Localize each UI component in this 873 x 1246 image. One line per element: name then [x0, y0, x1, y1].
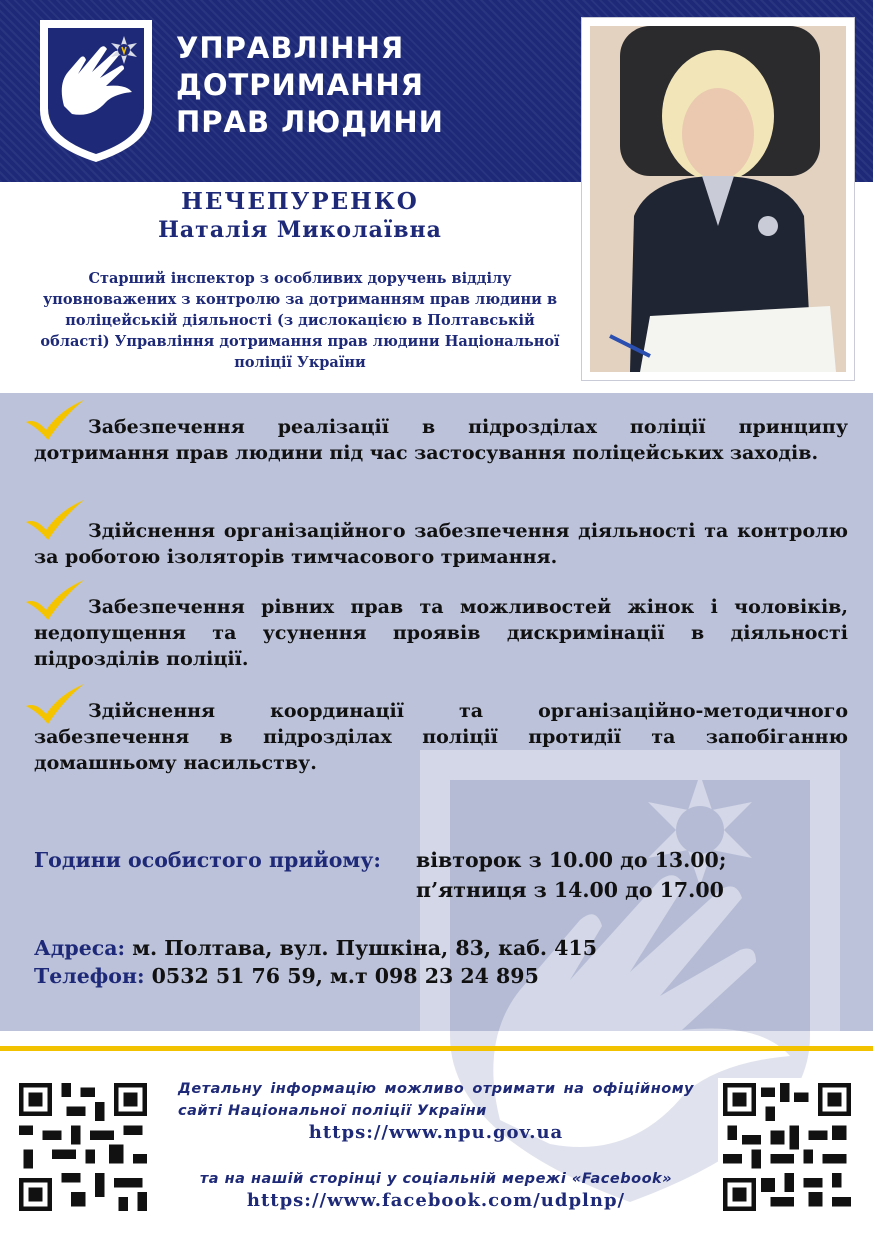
person-name — [20, 184, 580, 244]
qr-code-icon[interactable] — [14, 1078, 152, 1216]
reception-hours-tuesday: вівторок з 10.00 до 13.00; — [416, 848, 727, 872]
duty-item: Здійснення координації та організаційно-методичного забезпечення в підрозділах поліції протидії та запобіганню домашньому насильству. — [34, 700, 848, 774]
phone-value: 0532 51 76 59, м.т 098 23 24 895 — [151, 964, 539, 988]
department-title — [176, 30, 444, 141]
qr-code-icon[interactable] — [718, 1078, 856, 1216]
portrait-frame — [582, 18, 854, 380]
phone-label: Телефон: — [34, 964, 145, 988]
department-title-line-2: ДОТРИМАННЯ — [176, 68, 424, 102]
duty-item: Забезпечення рівних прав та можливостей жінок і чоловіків, недопущення та усунення проявів дискримінації в діяльності підрозділів поліції. — [34, 596, 848, 670]
person-given-names: Наталія Миколаївна — [158, 217, 442, 243]
duty-item: Здійснення організаційного забезпечення діяльності та контролю за роботою ізоляторів тимчасового тримання. — [34, 520, 848, 568]
department-title-line-3: ПРАВ ЛЮДИНИ — [176, 105, 444, 139]
address-line — [34, 936, 597, 960]
facebook-link[interactable]: https://www.facebook.com/udplnp/ — [246, 1190, 626, 1211]
person-surname: НЕЧЕПУРЕНКО — [181, 188, 419, 215]
portrait-photo — [590, 26, 846, 372]
human-rights-emblem-icon — [34, 14, 158, 166]
address-label: Адреса: — [34, 936, 126, 960]
website-link[interactable]: https://www.npu.gov.ua — [308, 1122, 564, 1143]
address-value: м. Полтава, вул. Пушкіна, 83, каб. 415 — [132, 936, 597, 960]
footer-info-text: Детальну інформацію можливо отримати на офіційному сайті Національної поліції України — [178, 1081, 694, 1119]
reception-hours-friday: п’ятниця з 14.00 до 17.00 — [416, 878, 724, 902]
department-title-line-1: УПРАВЛІННЯ — [176, 31, 405, 65]
divider-yellow — [0, 1046, 873, 1051]
person-position: Старший інспектор з особливих доручень відділу уповноважених з контролю за дотриманням прав людини в поліцейській діяльності (з дислокацією в Полтавській області) Управління дотримання прав людини Національної поліції України — [40, 270, 560, 371]
duty-item: Забезпечення реалізації в підрозділах поліції принципу дотримання прав людини під час застосування поліцейських заходів. — [34, 416, 848, 464]
footer-social-text: та на нашій сторінці у соціальній мережі «Facebook» — [199, 1171, 673, 1187]
phone-line — [34, 964, 539, 988]
reception-hours-label: Години особистого прийому: — [34, 848, 381, 872]
